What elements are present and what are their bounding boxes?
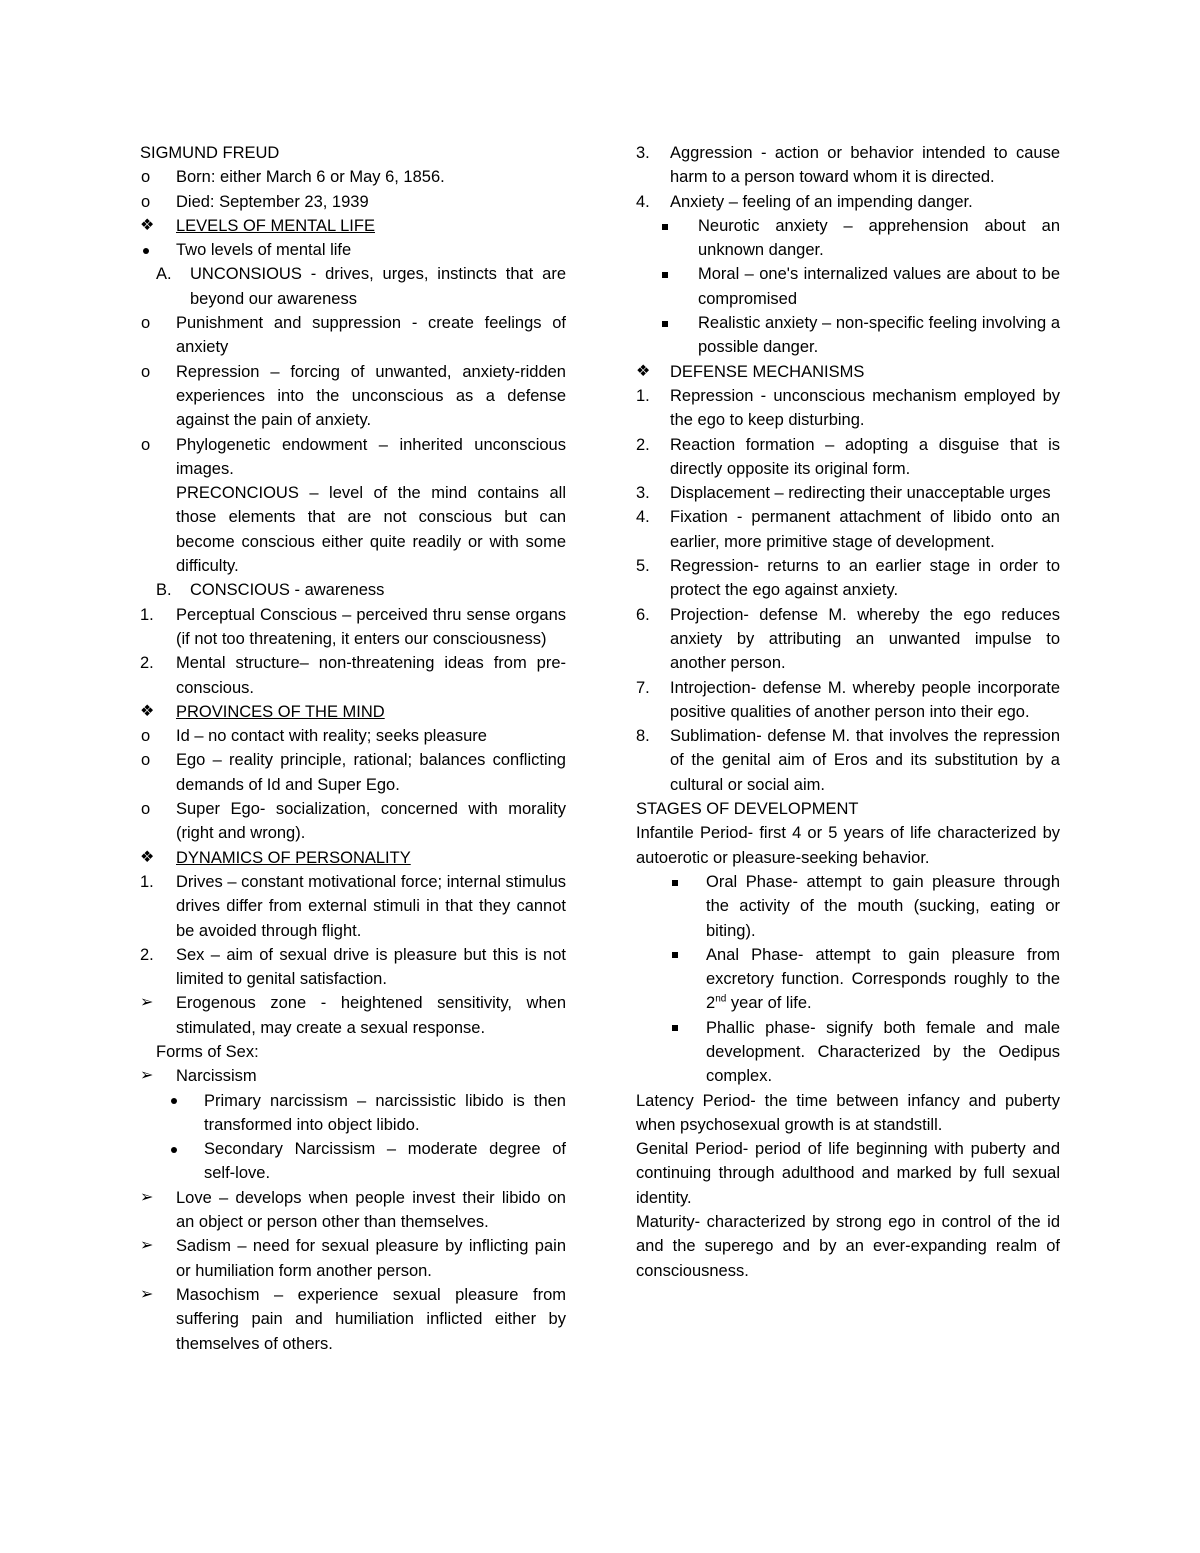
list-item: Neurotic anxiety – apprehension about an unknown danger. <box>636 214 1060 263</box>
list-item: 8. Sublimation- defense M. that involves the repression of the genital aim of Eros and its substitution by a cultural or social aim. <box>636 724 1060 797</box>
list-item: o Repression – forcing of unwanted, anxiety-ridden experiences into the unconscious as a defense against the pain of anxiety. <box>140 360 566 433</box>
list-item: 2. Mental structure– non-threatening ideas from pre-conscious. <box>140 651 566 700</box>
paragraph: Genital Period- period of life beginning with puberty and continuing through adulthood and marked by full sexual identity. <box>636 1140 1060 1207</box>
list-item: 5. Regression- returns to an earlier stage in order to protect the ego against anxiety. <box>636 554 1060 603</box>
list-item: 1. Drives – constant motivational force; internal stimulus drives differ from external stimuli in that they cannot be avoided through flight. <box>140 870 566 943</box>
list-item: 1. Repression - unconscious mechanism employed by the ego to keep disturbing. <box>636 384 1060 433</box>
square-bullet-icon <box>672 870 678 894</box>
number-marker: 2. <box>140 654 154 673</box>
number-marker: 3. <box>636 484 650 503</box>
list-item: Two levels of mental life <box>140 238 566 262</box>
list-item: Anal Phase- attempt to gain pleasure from excretory function. Corresponds roughly to the 2nd year of life. <box>636 943 1060 1016</box>
bullet-icon <box>171 1137 177 1161</box>
number-marker: 2. <box>636 435 650 454</box>
number-marker: 4. <box>636 508 650 527</box>
paragraph: PRECONCIOUS – level of the mind contains all those elements that are not conscious but can become conscious either quite readily or with some difficulty. <box>176 484 566 576</box>
circle-bullet: o <box>141 435 151 454</box>
section-heading: ❖ LEVELS OF MENTAL LIFE <box>140 214 566 238</box>
list-item: A. UNCONSIOUS - drives, urges, instincts that are beyond our awareness <box>140 262 566 311</box>
number-marker: 5. <box>636 557 650 576</box>
arrow-bullet-icon: ➢ <box>140 1237 154 1255</box>
diamond-icon: ❖ <box>140 216 155 234</box>
arrow-bullet-icon: ➢ <box>140 1067 154 1085</box>
list-item: o Born: either March 6 or May 6, 1856. <box>140 165 566 189</box>
number-marker: 1. <box>140 605 154 624</box>
bullet-icon <box>171 1089 177 1113</box>
diamond-icon: ❖ <box>636 362 651 380</box>
list-item: 7. Introjection- defense M. whereby people incorporate positive qualities of another person into their ego. <box>636 676 1060 725</box>
section-heading: ❖ PROVINCES OF THE MIND <box>140 700 566 724</box>
letter-marker: B. <box>156 581 172 600</box>
list-item: o Died: September 23, 1939 <box>140 190 566 214</box>
number-marker: 6. <box>636 605 650 624</box>
paragraph: Maturity- characterized by strong ego in control of the id and the superego and by an ever-expanding realm of consciousness. <box>636 1213 1060 1280</box>
list-item: o Super Ego- socialization, concerned with morality (right and wrong). <box>140 797 566 846</box>
circle-bullet: o <box>141 168 151 187</box>
list-item: B. CONSCIOUS - awareness <box>140 578 566 602</box>
square-bullet-icon <box>662 311 668 335</box>
circle-bullet: o <box>141 314 151 333</box>
section-heading: ❖ DYNAMICS OF PERSONALITY <box>140 846 566 870</box>
list-item: ➢ Sadism – need for sexual pleasure by inflicting pain or humiliation form another person. <box>140 1234 566 1283</box>
number-marker: 7. <box>636 678 650 697</box>
list-item: Oral Phase- attempt to gain pleasure through the activity of the mouth (sucking, eating or biting). <box>636 870 1060 943</box>
number-marker: 2. <box>140 945 154 964</box>
circle-bullet: o <box>141 800 151 819</box>
arrow-bullet-icon: ➢ <box>140 1285 154 1303</box>
subheading: Forms of Sex: <box>156 1042 259 1061</box>
list-item: o Id – no contact with reality; seeks pleasure <box>140 724 566 748</box>
diamond-icon: ❖ <box>140 848 155 866</box>
list-item: ➢ Narcissism <box>140 1064 566 1088</box>
square-bullet-icon <box>662 214 668 238</box>
section-heading: STAGES OF DEVELOPMENT <box>636 800 859 819</box>
list-item: ➢ Erogenous zone - heightened sensitivity, when stimulated, may create a sexual response. <box>140 991 566 1040</box>
paragraph: Latency Period- the time between infancy and puberty when psychosexual growth is at standstill. <box>636 1091 1060 1134</box>
list-item: Primary narcissism – narcissistic libido is then transformed into object libido. <box>140 1089 566 1138</box>
number-marker: 4. <box>636 192 650 211</box>
bullet-icon <box>143 238 149 262</box>
number-marker: 1. <box>140 872 154 891</box>
section-heading: ❖ DEFENSE MECHANISMS <box>636 360 1060 384</box>
arrow-bullet-icon: ➢ <box>140 1188 154 1206</box>
left-column <box>140 141 566 1356</box>
right-column <box>636 141 1060 1283</box>
number-marker: 3. <box>636 144 650 162</box>
list-item: 1. Perceptual Conscious – perceived thru sense organs (if not too threatening, it enters our consciousness) <box>140 603 566 652</box>
letter-marker: A. <box>156 265 172 284</box>
square-bullet-icon <box>662 262 668 286</box>
list-item: Secondary Narcissism – moderate degree of self-love. <box>140 1137 566 1186</box>
list-item: 6. Projection- defense M. whereby the ego reduces anxiety by attributing an unwanted impulse to another person. <box>636 603 1060 676</box>
number-marker: 1. <box>636 386 650 405</box>
circle-bullet: o <box>141 362 151 381</box>
list-item: 3. Aggression - action or behavior intended to cause harm to a person toward whom it is directed. <box>636 141 1060 190</box>
list-item: o Punishment and suppression - create feelings of anxiety <box>140 311 566 360</box>
circle-bullet: o <box>141 727 151 746</box>
list-item: Phallic phase- signify both female and male development. Characterized by the Oedipus complex. <box>636 1016 1060 1089</box>
square-bullet-icon <box>672 1016 678 1040</box>
diamond-icon: ❖ <box>140 702 155 720</box>
list-item: 4. Fixation - permanent attachment of libido onto an earlier, more primitive stage of development. <box>636 505 1060 554</box>
number-marker: 8. <box>636 727 650 746</box>
list-item: ➢ Masochism – experience sexual pleasure from suffering pain and humiliation inflicted either by themselves of others. <box>140 1283 566 1356</box>
list-item: 2. Reaction formation – adopting a disguise that is directly opposite its original form. <box>636 433 1060 482</box>
arrow-bullet-icon: ➢ <box>140 994 154 1012</box>
circle-bullet: o <box>141 751 151 770</box>
list-item: Realistic anxiety – non-specific feeling involving a possible danger. <box>636 311 1060 360</box>
list-item: ➢ Love – develops when people invest their libido on an object or person other than themselves. <box>140 1186 566 1235</box>
list-item: Moral – one's internalized values are about to be compromised <box>636 262 1060 311</box>
list-item: 3. Displacement – redirecting their unacceptable urges <box>636 481 1060 505</box>
list-item: 2. Sex – aim of sexual drive is pleasure but this is not limited to genital satisfaction. <box>140 943 566 992</box>
paragraph: Infantile Period- first 4 or 5 years of life characterized by autoerotic or pleasure-seeking behavior. <box>636 824 1060 867</box>
circle-bullet: o <box>141 192 151 211</box>
list-item: o Ego – reality principle, rational; balances conflicting demands of Id and Super Ego. <box>140 748 566 797</box>
list-item: o Phylogenetic endowment – inherited unconscious images. <box>140 433 566 482</box>
square-bullet-icon <box>672 943 678 967</box>
doc-title: SIGMUND FREUD <box>140 144 280 162</box>
list-item: 4. Anxiety – feeling of an impending danger. <box>636 190 1060 214</box>
